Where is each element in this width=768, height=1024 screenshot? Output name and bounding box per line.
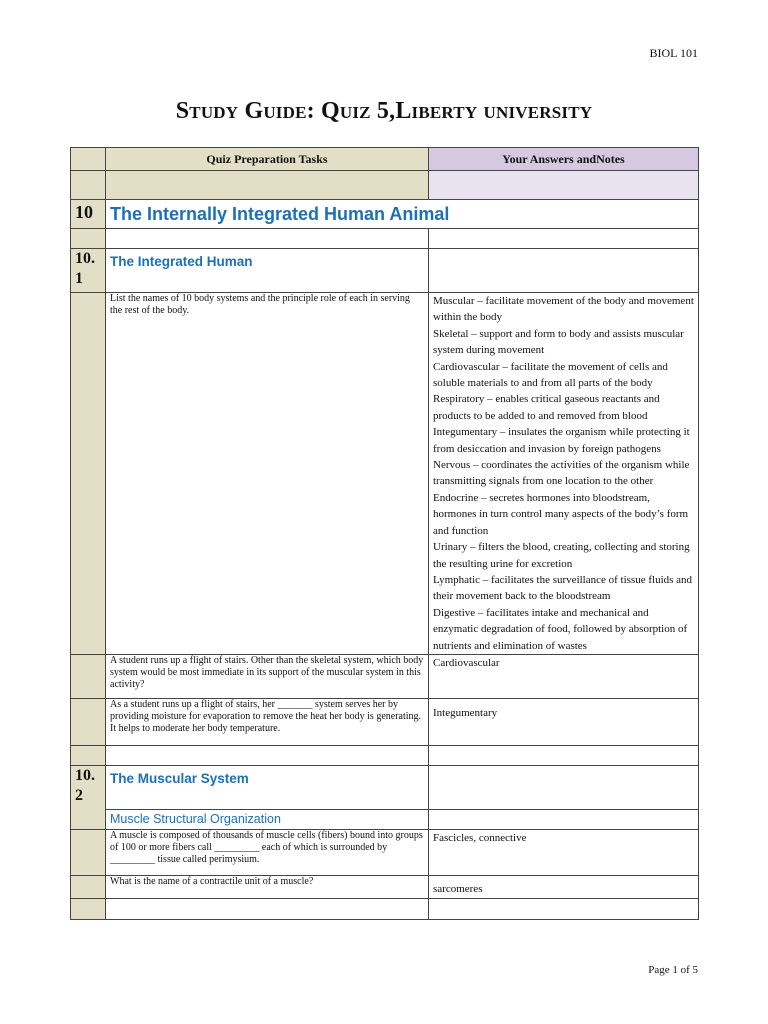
answer-text: Integumentary	[429, 698, 699, 745]
table-row	[71, 171, 699, 200]
num-cell	[71, 829, 106, 875]
answer-cell	[429, 229, 699, 249]
question-text: A student runs up a flight of stairs. Other than the skeletal system, which body system would be most immediate in its support of the muscular system in this activity?	[106, 654, 429, 698]
section-title-cell	[106, 200, 699, 229]
table-row	[71, 293, 699, 655]
answer-item: Nervous – coordinates the activities of the organism while transmitting signals from one location to the other	[433, 459, 690, 488]
table-header-row	[71, 148, 699, 171]
task-cell	[106, 745, 429, 765]
subsection-number: 10. 1	[71, 249, 106, 293]
answer-cell	[429, 765, 699, 809]
table-row	[71, 229, 699, 249]
page-title: Study Guide: Quiz 5,Liberty university	[175, 98, 593, 124]
answer-list	[429, 293, 699, 655]
subsection-title: The Integrated Human	[110, 254, 253, 269]
subsection-title-cell	[106, 765, 429, 809]
num-cell	[71, 745, 106, 765]
question-text: A muscle is composed of thousands of muscle cells (fibers) bound into groups of 100 or more fibers call _________ each of which is surrounded by _________ tissue called perimysium.	[106, 829, 429, 875]
course-code: BIOL 101	[649, 46, 698, 60]
question-text: As a student runs up a flight of stairs, her _______ system serves her by providing moisture for evaporation to remove the heat her body is generating. It helps to moderate her body temperature.	[106, 698, 429, 745]
answer-item: Cardiovascular – facilitate the movement of cells and soluble materials to and from all parts of the body	[433, 360, 668, 390]
task-cell	[106, 898, 429, 919]
answer-item: Urinary – filters the blood, creating, collecting and storing the resulting urine for excretion	[433, 541, 690, 570]
answer-text: Fascicles, connective	[429, 829, 699, 875]
answer-text: Cardiovascular	[429, 654, 699, 698]
answer-cell	[429, 171, 699, 200]
question-text: What is the name of a contractile unit of a muscle?	[106, 875, 429, 898]
table-row	[71, 875, 699, 898]
table-row	[71, 829, 699, 875]
study-guide-table	[70, 147, 699, 920]
num-cell	[71, 898, 106, 919]
num-cell	[71, 148, 106, 171]
num-cell	[71, 698, 106, 745]
subsection-title-cell	[106, 249, 429, 293]
subsection-number: 10. 2	[71, 765, 106, 829]
answer-item: Digestive – facilitates intake and mechanical and enzymatic degradation of food, followed by absorption of nutrients and elimination of wastes	[433, 606, 688, 652]
col-header-tasks: Quiz Preparation Tasks	[106, 148, 429, 171]
num-cell	[71, 229, 106, 249]
answer-cell	[429, 809, 699, 829]
answer-cell	[429, 249, 699, 293]
page-number: Page 1 of 5	[648, 964, 698, 976]
num-cell	[71, 171, 106, 200]
num-cell	[71, 654, 106, 698]
table-row	[71, 809, 699, 829]
table-row	[71, 698, 699, 745]
answer-cell	[429, 898, 699, 919]
answer-cell	[429, 745, 699, 765]
topic-title: Muscle Structural Organization	[110, 811, 281, 826]
section-number: 10	[71, 200, 106, 229]
table-row	[71, 745, 699, 765]
num-cell	[71, 875, 106, 898]
answer-item: Integumentary – insulates the organism while protecting it from desiccation and invasion by foreign pathogens	[433, 426, 690, 455]
table-row	[71, 654, 699, 698]
col-header-answers: Your Answers andNotes	[429, 148, 699, 171]
subsection-row	[71, 249, 699, 293]
answer-item: Muscular – facilitate movement of the body and movement within the body	[433, 295, 694, 324]
answer-item: Respiratory – enables critical gaseous reactants and products to be added to and removed from blood	[433, 393, 660, 422]
answer-item: Lymphatic – facilitates the surveillance of tissue fluids and their movement back to the bloodstream	[433, 573, 693, 603]
task-cell	[106, 171, 429, 200]
num-cell	[71, 293, 106, 655]
subsection-title: The Muscular System	[110, 770, 249, 786]
answer-item: Skeletal – support and form to body and assists muscular system during movement	[433, 327, 684, 357]
answer-text: sarcomeres	[429, 875, 699, 898]
section-row	[71, 200, 699, 229]
answer-item: Endocrine – secretes hormones into bloodstream, hormones in turn control many aspects of the body’s form and function	[433, 491, 689, 537]
topic-cell	[106, 809, 429, 829]
section-title: The Internally Integrated Human Animal	[110, 204, 450, 224]
subsection-row	[71, 765, 699, 809]
question-text: List the names of 10 body systems and the principle role of each in serving the rest of the body.	[106, 293, 429, 655]
task-cell	[106, 229, 429, 249]
table-row	[71, 898, 699, 919]
